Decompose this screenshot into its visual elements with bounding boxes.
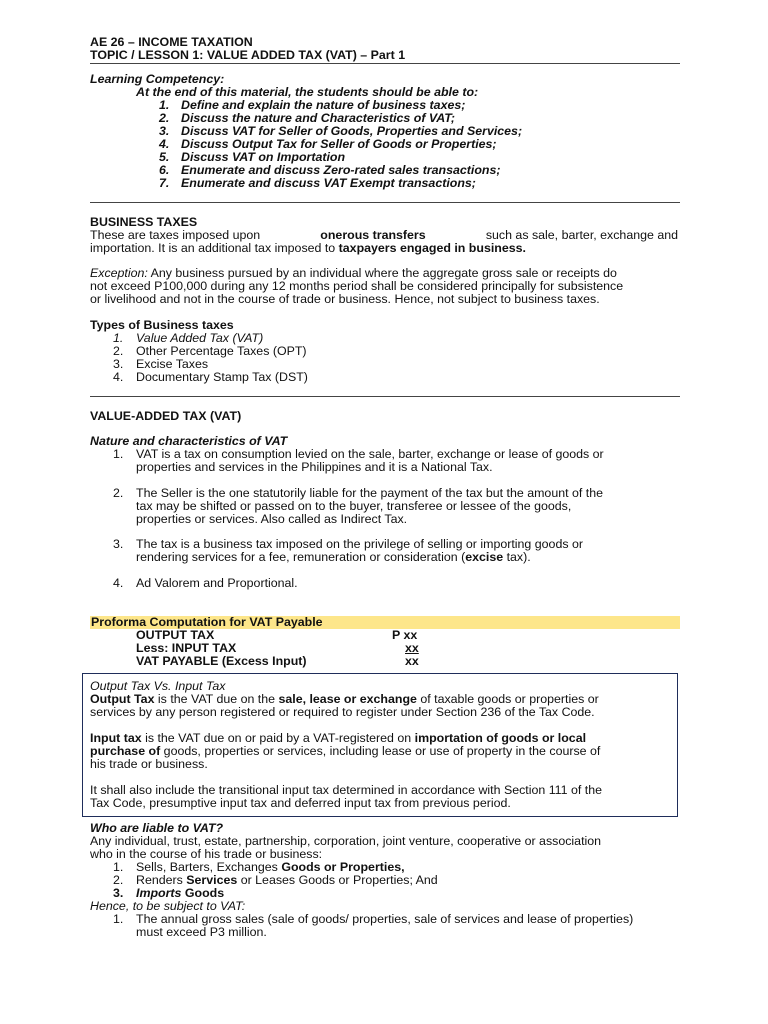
tax-type-item: Value Added Tax (VAT) — [136, 331, 264, 345]
vat-heading: VALUE-ADDED TAX (VAT) — [90, 409, 242, 423]
text-emphasis: purchase of — [90, 744, 161, 758]
text-fragment: tax). — [503, 550, 531, 564]
hence-num: 1. — [113, 912, 124, 926]
text-fragment: Renders — [136, 873, 187, 887]
text-fragment: rendering services for a fee, remuneration or consideration ( — [136, 550, 466, 564]
hence-line: Hence, to be subject to VAT: — [90, 899, 246, 913]
input-tax-line-3: his trade or business. — [90, 757, 208, 771]
hence-item-1-line-1: The annual gross sales (sale of goods/ properties, sale of services and lease of properties) — [136, 912, 634, 926]
tax-type-item: Other Percentage Taxes (OPT) — [136, 344, 307, 358]
competency-num: 5. — [159, 150, 170, 164]
liable-heading: Who are liable to VAT? — [90, 821, 224, 835]
competency-intro: At the end of this material, the students should be able to: — [136, 85, 479, 99]
section-divider — [90, 396, 680, 397]
competency-item: Enumerate and discuss VAT Exempt transactions; — [181, 176, 476, 190]
output-tax-line-2: services by any person registered or required to register under Section 236 of the Tax Code. — [90, 705, 595, 719]
nature-heading: Nature and characteristics of VAT — [90, 434, 288, 448]
tax-type-num: 2. — [113, 344, 124, 358]
competency-item: Enumerate and discuss Zero-rated sales transactions; — [181, 163, 501, 177]
tax-type-item: Excise Taxes — [136, 357, 209, 371]
competency-item: Discuss VAT on Importation — [181, 150, 346, 164]
excise-word: excise — [465, 550, 504, 564]
business-taxes-line-2 — [90, 242, 526, 255]
competency-num: 3. — [159, 124, 170, 138]
hence-item-1-line-2: must exceed P3 million. — [136, 925, 267, 939]
tax-type-num: 3. — [113, 357, 124, 371]
text-fragment: Sells, Barters, Exchanges — [136, 860, 282, 874]
tax-type-item: Documentary Stamp Tax (DST) — [136, 370, 308, 384]
exception-line-3: or livelihood and not in the course of trade or business. Hence, not subject to business taxes. — [90, 292, 600, 306]
text-fragment: or Leases Goods or Properties; And — [237, 873, 438, 887]
text-emphasis: Imports — [136, 886, 182, 900]
output-tax-label: Output Tax — [90, 692, 155, 706]
topic-title: TOPIC / LESSON 1: VALUE ADDED TAX (VAT) – Part 1 — [90, 48, 406, 62]
liable-line-2: who in the course of his trade or business: — [90, 847, 323, 861]
course-title: AE 26 – INCOME TAXATION — [90, 35, 253, 49]
nature-item-3-line-1: The tax is a business tax imposed on the privilege of selling or importing goods or — [136, 537, 583, 551]
proforma-label: VAT PAYABLE (Excess Input) — [136, 654, 307, 668]
text-emphasis: Services — [186, 873, 238, 887]
proforma-label: Less: INPUT TAX — [136, 641, 237, 655]
text-emphasis: sale, lease or exchange — [278, 692, 417, 706]
text-fragment: These are taxes imposed upon — [90, 228, 261, 242]
liable-num: 1. — [113, 860, 124, 874]
input-tax-label: Input tax — [90, 731, 142, 745]
liable-num: 2. — [113, 873, 124, 887]
liable-num: 3. — [113, 886, 124, 900]
competency-item: Discuss VAT for Seller of Goods, Properties and Services; — [181, 124, 523, 138]
proforma-title: Proforma Computation for VAT Payable — [91, 615, 323, 629]
competency-num: 4. — [159, 137, 170, 151]
competency-num: 7. — [159, 176, 170, 190]
taxpayers-engaged: taxpayers engaged in business. — [338, 241, 526, 255]
competency-num: 1. — [159, 98, 170, 112]
nature-item-1-line-2: properties and services in the Philippines and it is a National Tax. — [136, 460, 493, 474]
text-fragment: of taxable goods or properties or — [416, 692, 599, 706]
competency-title: Learning Competency: — [90, 72, 225, 86]
box-title: Output Tax Vs. Input Tax — [90, 679, 226, 693]
nature-num: 3. — [113, 537, 124, 551]
nature-item-2-line-3: properties or services. Also called as Indirect Tax. — [136, 512, 408, 526]
proforma-value: P xx — [392, 628, 418, 642]
section-divider — [90, 202, 680, 203]
transitional-line-1: It shall also include the transitional input tax determined in accordance with Section 111 of the — [90, 783, 602, 797]
liable-line-1: Any individual, trust, estate, partnership, corporation, joint venture, cooperative or association — [90, 834, 602, 848]
transitional-line-2: Tax Code, presumptive input tax and deferred input tax from previous period. — [90, 796, 511, 810]
text-fragment: such as sale, barter, exchange and — [485, 228, 678, 242]
business-taxes-heading: BUSINESS TAXES — [90, 215, 198, 229]
nature-item-2-line-1: The Seller is the one statutorily liable for the payment of the tax but the amount of the — [136, 486, 603, 500]
exception-line-2: not exceed P100,000 during any 12 months period shall be considered principally for subsistence — [90, 279, 624, 293]
competency-item: Define and explain the nature of business taxes; — [181, 98, 466, 112]
exception-label: Exception: — [90, 266, 148, 280]
proforma-value: xx — [405, 654, 419, 668]
header-divider — [90, 63, 680, 64]
text-fragment: Any business pursued by an individual where the aggregate gross sale or receipts do — [150, 266, 617, 280]
competency-item: Discuss Output Tax for Seller of Goods or Properties; — [181, 137, 497, 151]
types-heading: Types of Business taxes — [90, 318, 234, 332]
text-fragment: goods, properties or services, including lease or use of property in the course of — [160, 744, 601, 758]
text-fragment: is the VAT due on or paid by a VAT-registered on — [141, 731, 415, 745]
tax-type-num: 4. — [113, 370, 124, 384]
onerous-transfers: onerous transfers — [320, 228, 426, 242]
nature-item-2-line-2: tax may be shifted or passed on to the buyer, transferee or lessee of the goods, — [136, 499, 572, 513]
nature-num: 1. — [113, 447, 124, 461]
competency-num: 2. — [159, 111, 170, 125]
text-fragment: is the VAT due on the — [154, 692, 279, 706]
nature-item-3-line-2 — [136, 551, 531, 564]
competency-item: Discuss the nature and Characteristics of VAT; — [181, 111, 456, 125]
text-emphasis: importation of goods or local — [414, 731, 587, 745]
nature-num: 4. — [113, 576, 124, 590]
competency-num: 6. — [159, 163, 170, 177]
text-emphasis: Goods — [181, 886, 225, 900]
text-fragment: importation. It is an additional tax imposed to — [90, 241, 336, 255]
nature-item-1-line-1: VAT is a tax on consumption levied on the sale, barter, exchange or lease of goods or — [136, 447, 604, 461]
tax-type-num: 1. — [113, 331, 124, 345]
proforma-label: OUTPUT TAX — [136, 628, 215, 642]
text-emphasis: Goods or Properties, — [281, 860, 405, 874]
nature-num: 2. — [113, 486, 124, 500]
proforma-value: xx — [405, 641, 419, 655]
nature-item-4-line-1: Ad Valorem and Proportional. — [136, 576, 298, 590]
